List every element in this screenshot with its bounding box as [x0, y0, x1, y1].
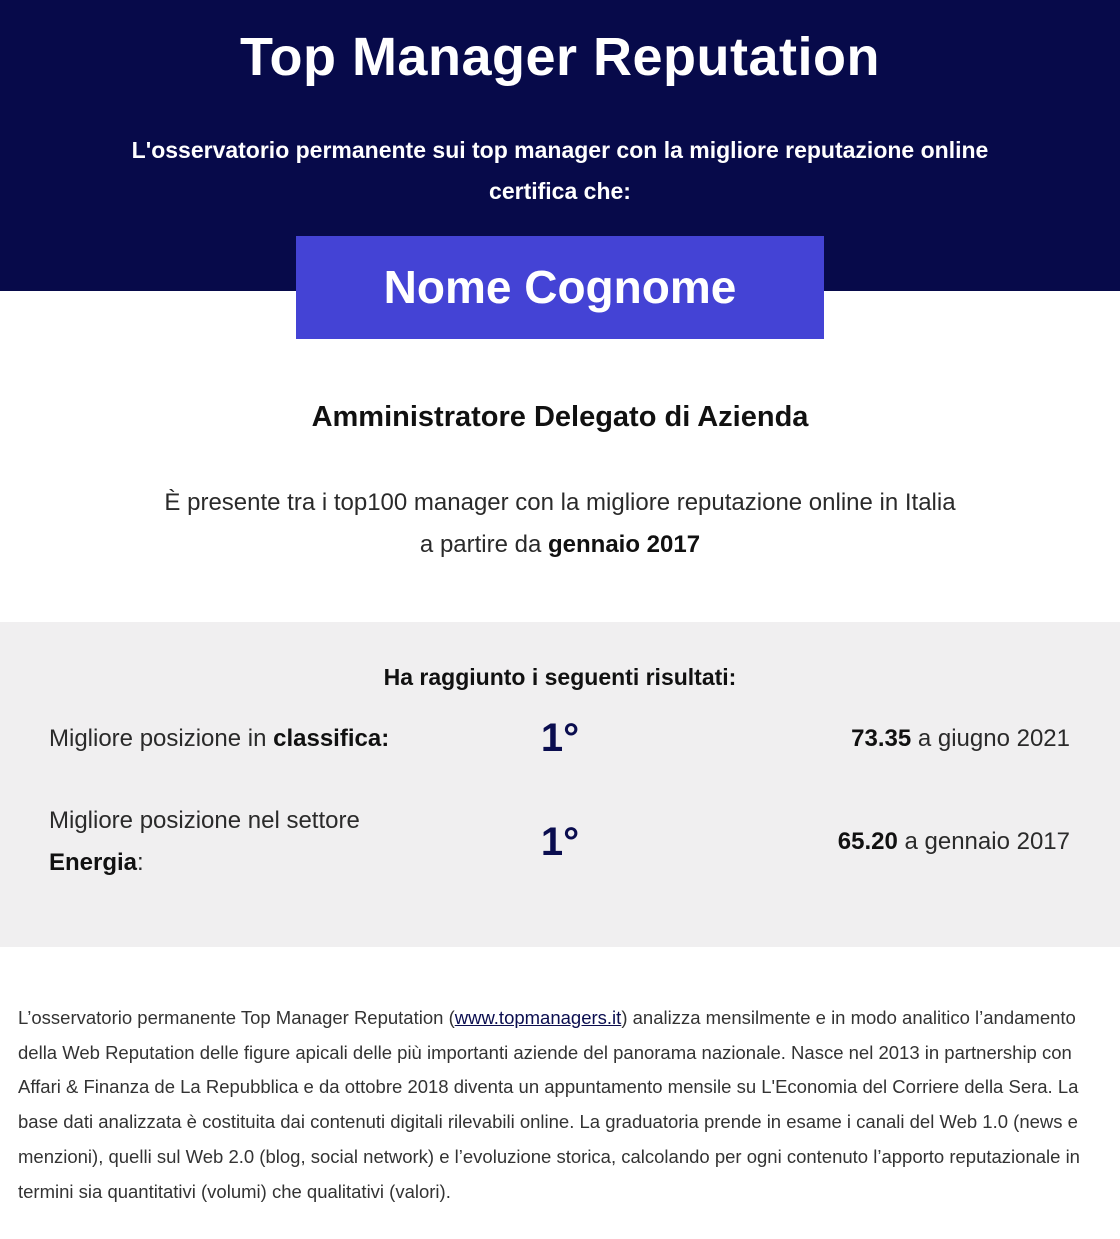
footer-text-after-link: ) analizza mensilmente e in modo analitico l’andamento della Web Reputation delle figure apicali delle più importanti aziende del panorama nazionale. Nasce nel 2013 in partnership con Affari & Finanza de La Repubblica e da ottobre 2018 diventa un appuntamento mensile su L'Economia del Corriere della Sera. La base dati analizzata è costituita dai contenuti digitali rilevabili online. La graduatoria prende in esame i canali del Web 1.0 (news e menzioni), quelli sul Web 2.0 (blog, social network) e l’evoluzione storica, calcolando per ogni contenuto l’apporto reputazionale in termini sia quantitativi (volumi) che qualitativi (valori).	[18, 1007, 1080, 1202]
result-row-sector	[0, 800, 1120, 884]
result-score-value: 73.35	[851, 725, 912, 752]
results-section	[0, 622, 1120, 947]
footer-text-before-link: L’osservatorio permanente Top Manager Reputation (	[18, 1007, 455, 1028]
page-title: Top Manager Reputation	[240, 27, 880, 87]
footer-description	[18, 1001, 1102, 1209]
manager-role: Amministratore Delegato di Azienda	[311, 401, 809, 433]
manager-name: Nome Cognome	[296, 236, 824, 339]
result-label	[49, 718, 429, 760]
result-score	[710, 821, 1070, 863]
presence-since-date: gennaio 2017	[548, 531, 701, 558]
result-score-period: a giugno 2021	[911, 725, 1070, 752]
presence-statement	[120, 482, 1000, 566]
header-subtitle: L'osservatorio permanente sui top manager con la migliore reputazione online certifica che:	[131, 137, 989, 204]
result-label-suffix: :	[137, 849, 144, 876]
result-row-ranking	[0, 718, 1120, 760]
presence-line-1: È presente tra i top100 manager con la migliore reputazione online in Italia	[164, 489, 956, 516]
result-label	[49, 800, 429, 884]
result-label-prefix: Migliore posizione nel settore	[49, 807, 360, 834]
results-heading: Ha raggiunto i seguenti risultati:	[383, 664, 737, 690]
result-label-bold: classifica:	[273, 725, 390, 752]
result-rank: 1°	[540, 716, 580, 760]
result-score	[710, 718, 1070, 760]
result-score-value: 65.20	[837, 828, 898, 855]
result-rank: 1°	[540, 820, 580, 864]
topmanagers-link[interactable]: www.topmanagers.it	[454, 1007, 622, 1028]
result-label-bold: Energia	[49, 849, 138, 876]
result-label-prefix: Migliore posizione in	[49, 725, 274, 752]
result-score-period: a gennaio 2017	[897, 828, 1070, 855]
presence-line-2-prefix: a partire da	[419, 531, 548, 558]
